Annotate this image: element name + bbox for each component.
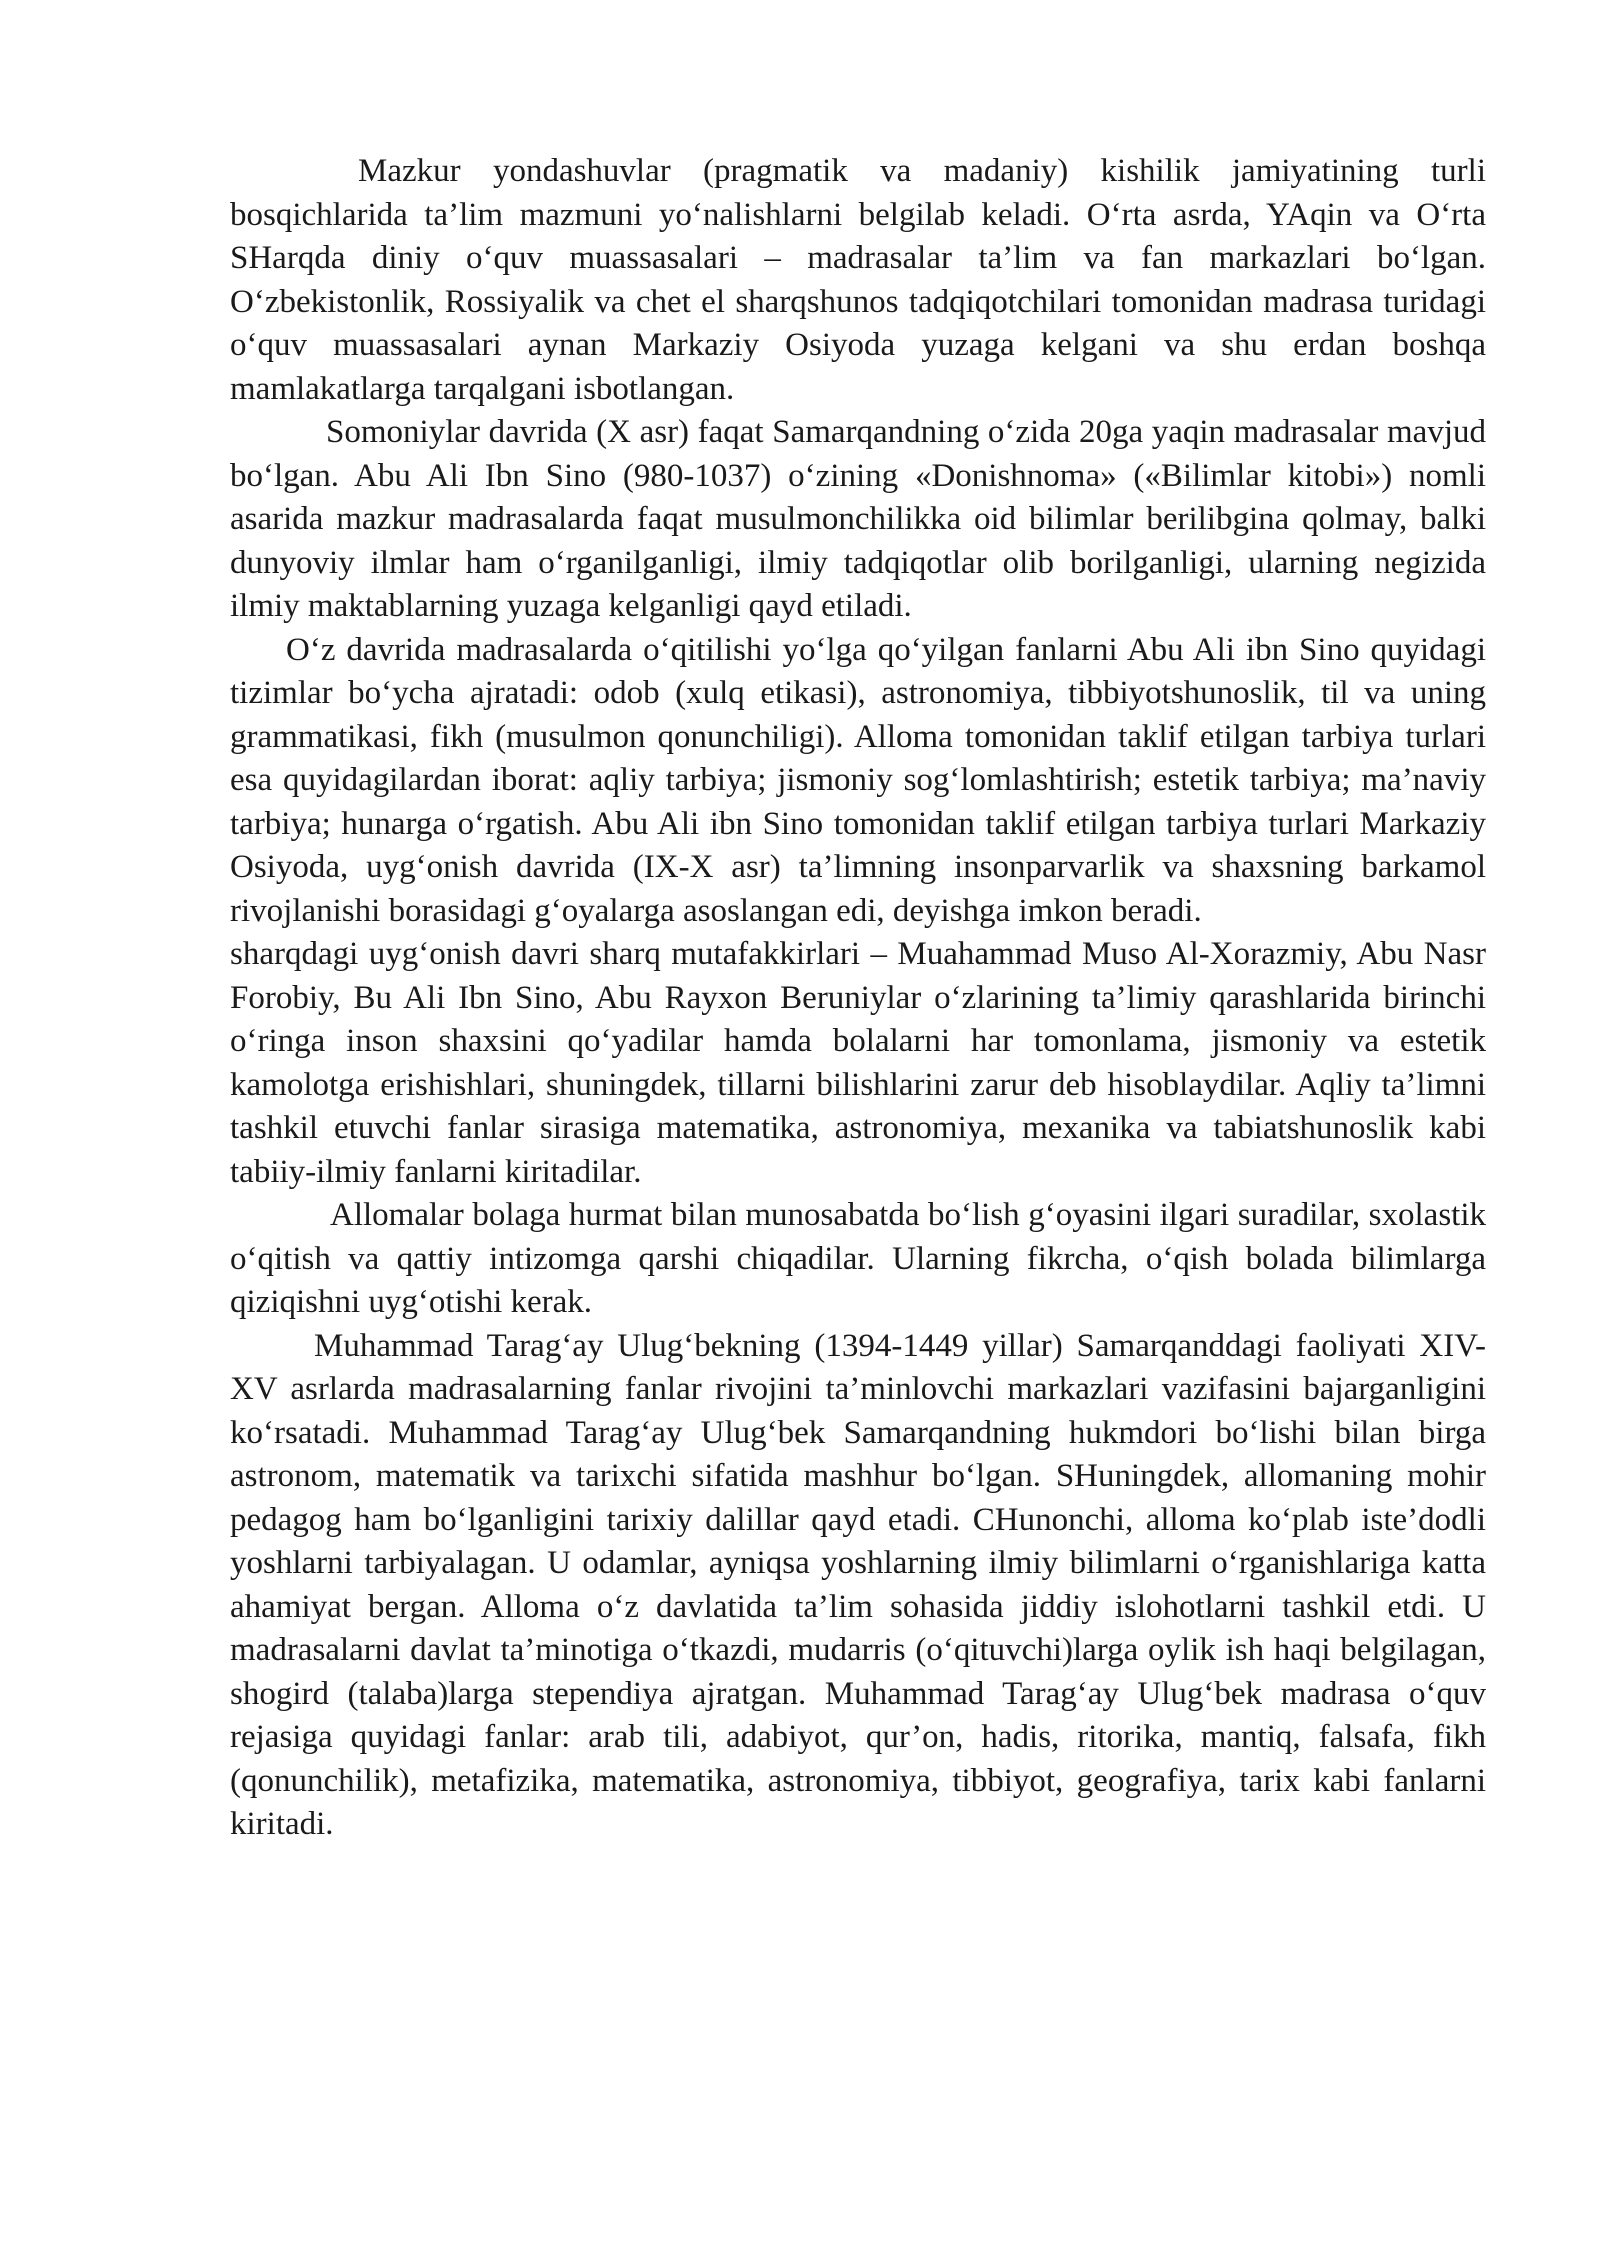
paragraph-somoniylar: Somoniylar davrida (X asr) faqat Samarqandning o‘zida 20ga yaqin madrasalar mavjud bo‘lgan. Abu Ali Ibn Sino (980-1037) o‘zining «Donishnoma» («Bilimlar kitobi») nomli asarida mazkur madrasalarda faqat musulmonchilikka oid bilimlar berilibgina qolmay, balki dunyoviy ilmlar ham o‘rganilganligi, ilmiy tadqiqotlar olib borilganligi, ularning negizida ilmiy maktablarning yuzaga kelganligi qayd etiladi. — [230, 414, 1486, 624]
paragraph-pragmatic-cultural: Mazkur yondashuvlar (pragmatik va madaniy) kishilik jamiyatining turli bosqichlarida ta’lim mazmuni yo‘nalishlarni belgilab keladi. O‘rta asrda, YAqin va O‘rta SHarqda diniy o‘quv muassasalari – madrasalar ta’lim va fan markazlari bo‘lgan. O‘zbekistonlik, Rossiyalik va chet el sharqshunos tadqiqotchilari tomonidan madrasa turidagi o‘quv muassasalari aynan Markaziy Osiyoda yuzaga kelgani va shu erdan boshqa mamlakatlarga tarqalgani isbotlangan. — [230, 153, 1486, 407]
paragraph-ulugbek: Muhammad Tarag‘ay Ulug‘bekning (1394-1449 yillar) Samarqanddagi faoliyati XIV-XV asrlarda madrasalarning fanlar rivojini ta’minlovchi markazlari vazifasini bajarganligini ko‘rsatadi. Muhammad Tarag‘ay Ulug‘bek Samarqandning hukmdori bo‘lishi bilan birga astronom, matematik va tarixchi sifatida mashhur bo‘lgan. SHuningdek, allomaning mohir pedagog ham bo‘lganligini tarixiy dalillar qayd etadi. CHunonchi, alloma ko‘plab iste’dodli yoshlarni tarbiyalagan. U odamlar, ayniqsa yoshlarning ilmiy bilimlarni o‘rganishlariga katta ahamiyat bergan. Alloma o‘z davlatida ta’lim sohasida jiddiy islohotlarni tashkil etdi. U madrasalarni davlat ta’minotiga o‘tkazdi, mudarris (o‘qituvchi)larga oylik ish haqi belgilagan, shogird (talaba)larga stependiya ajratgan. Muhammad Tarag‘ay Ulug‘bek madrasa o‘quv rejasiga quyidagi fanlar: arab tili, adabiyot, qur’on, hadis, ritorika, mantiq, falsafa, fikh (qonunchilik), metafizika, matematika, astronomiya, tibbiyot, geografiya, tarix kabi fanlarni kiritadi. — [230, 1327, 1486, 1842]
paragraph-ibn-sino-subjects: O‘z davrida madrasalarda o‘qitilishi yo‘lga qo‘yilgan fanlarni Abu Ali ibn Sino quyidagi tizimlar bo‘ycha ajratadi: odob (xulq etikasi), astronomiya, tibbiyotshunoslik, til va uning grammatikasi, fikh (musulmon qonunchiligi). Alloma tomonidan taklif etilgan tarbiya turlari esa quyidagilardan iborat: aqliy tarbiya; jismoniy sog‘lomlashtirish; estetik tarbiya; ma’naviy tarbiya; hunarga o‘rgatish. Abu Ali ibn Sino tomonidan taklif etilgan tarbiya turlari Markaziy Osiyoda, uyg‘onish davrida (IX-X asr) ta’limning insonparvarlik va shaxsning barkamol rivojlanishi borasidagi g‘oyalarga asoslangan edi, deyishga imkon beradi. — [230, 631, 1486, 929]
paragraph-eastern-thinkers: sharqdagi uyg‘onish davri sharq mutafakkirlari – Muahammad Muso Al-Xorazmiy, Abu Nasr Forobiy, Bu Ali Ibn Sino, Abu Rayxon Beruniylar o‘zlarining ta’limiy qarashlarida birinchi o‘ringa inson shaxsini qo‘yadilar hamda bolalarni har tomonlama, jismoniy va estetik kamolotga erishishlari, shuningdek, tillarni bilishlarini zarur deb hisoblaydilar. Aqliy ta’limni tashkil etuvchi fanlar sirasiga matematika, astronomiya, mexanika va tabiatshunoslik kabi tabiiy-ilmiy fanlarni kiritadilar. — [230, 936, 1486, 1190]
document-body — [230, 150, 1486, 1847]
paragraph-allomalar: Allomalar bolaga hurmat bilan munosabatda bo‘lish g‘oyasini ilgari suradilar, sxolastik o‘qitish va qattiy intizomga qarshi chiqadilar. Ularning fikrcha, o‘qish bolada bilimlarga qiziqishni uyg‘otishi kerak. — [230, 1197, 1486, 1320]
